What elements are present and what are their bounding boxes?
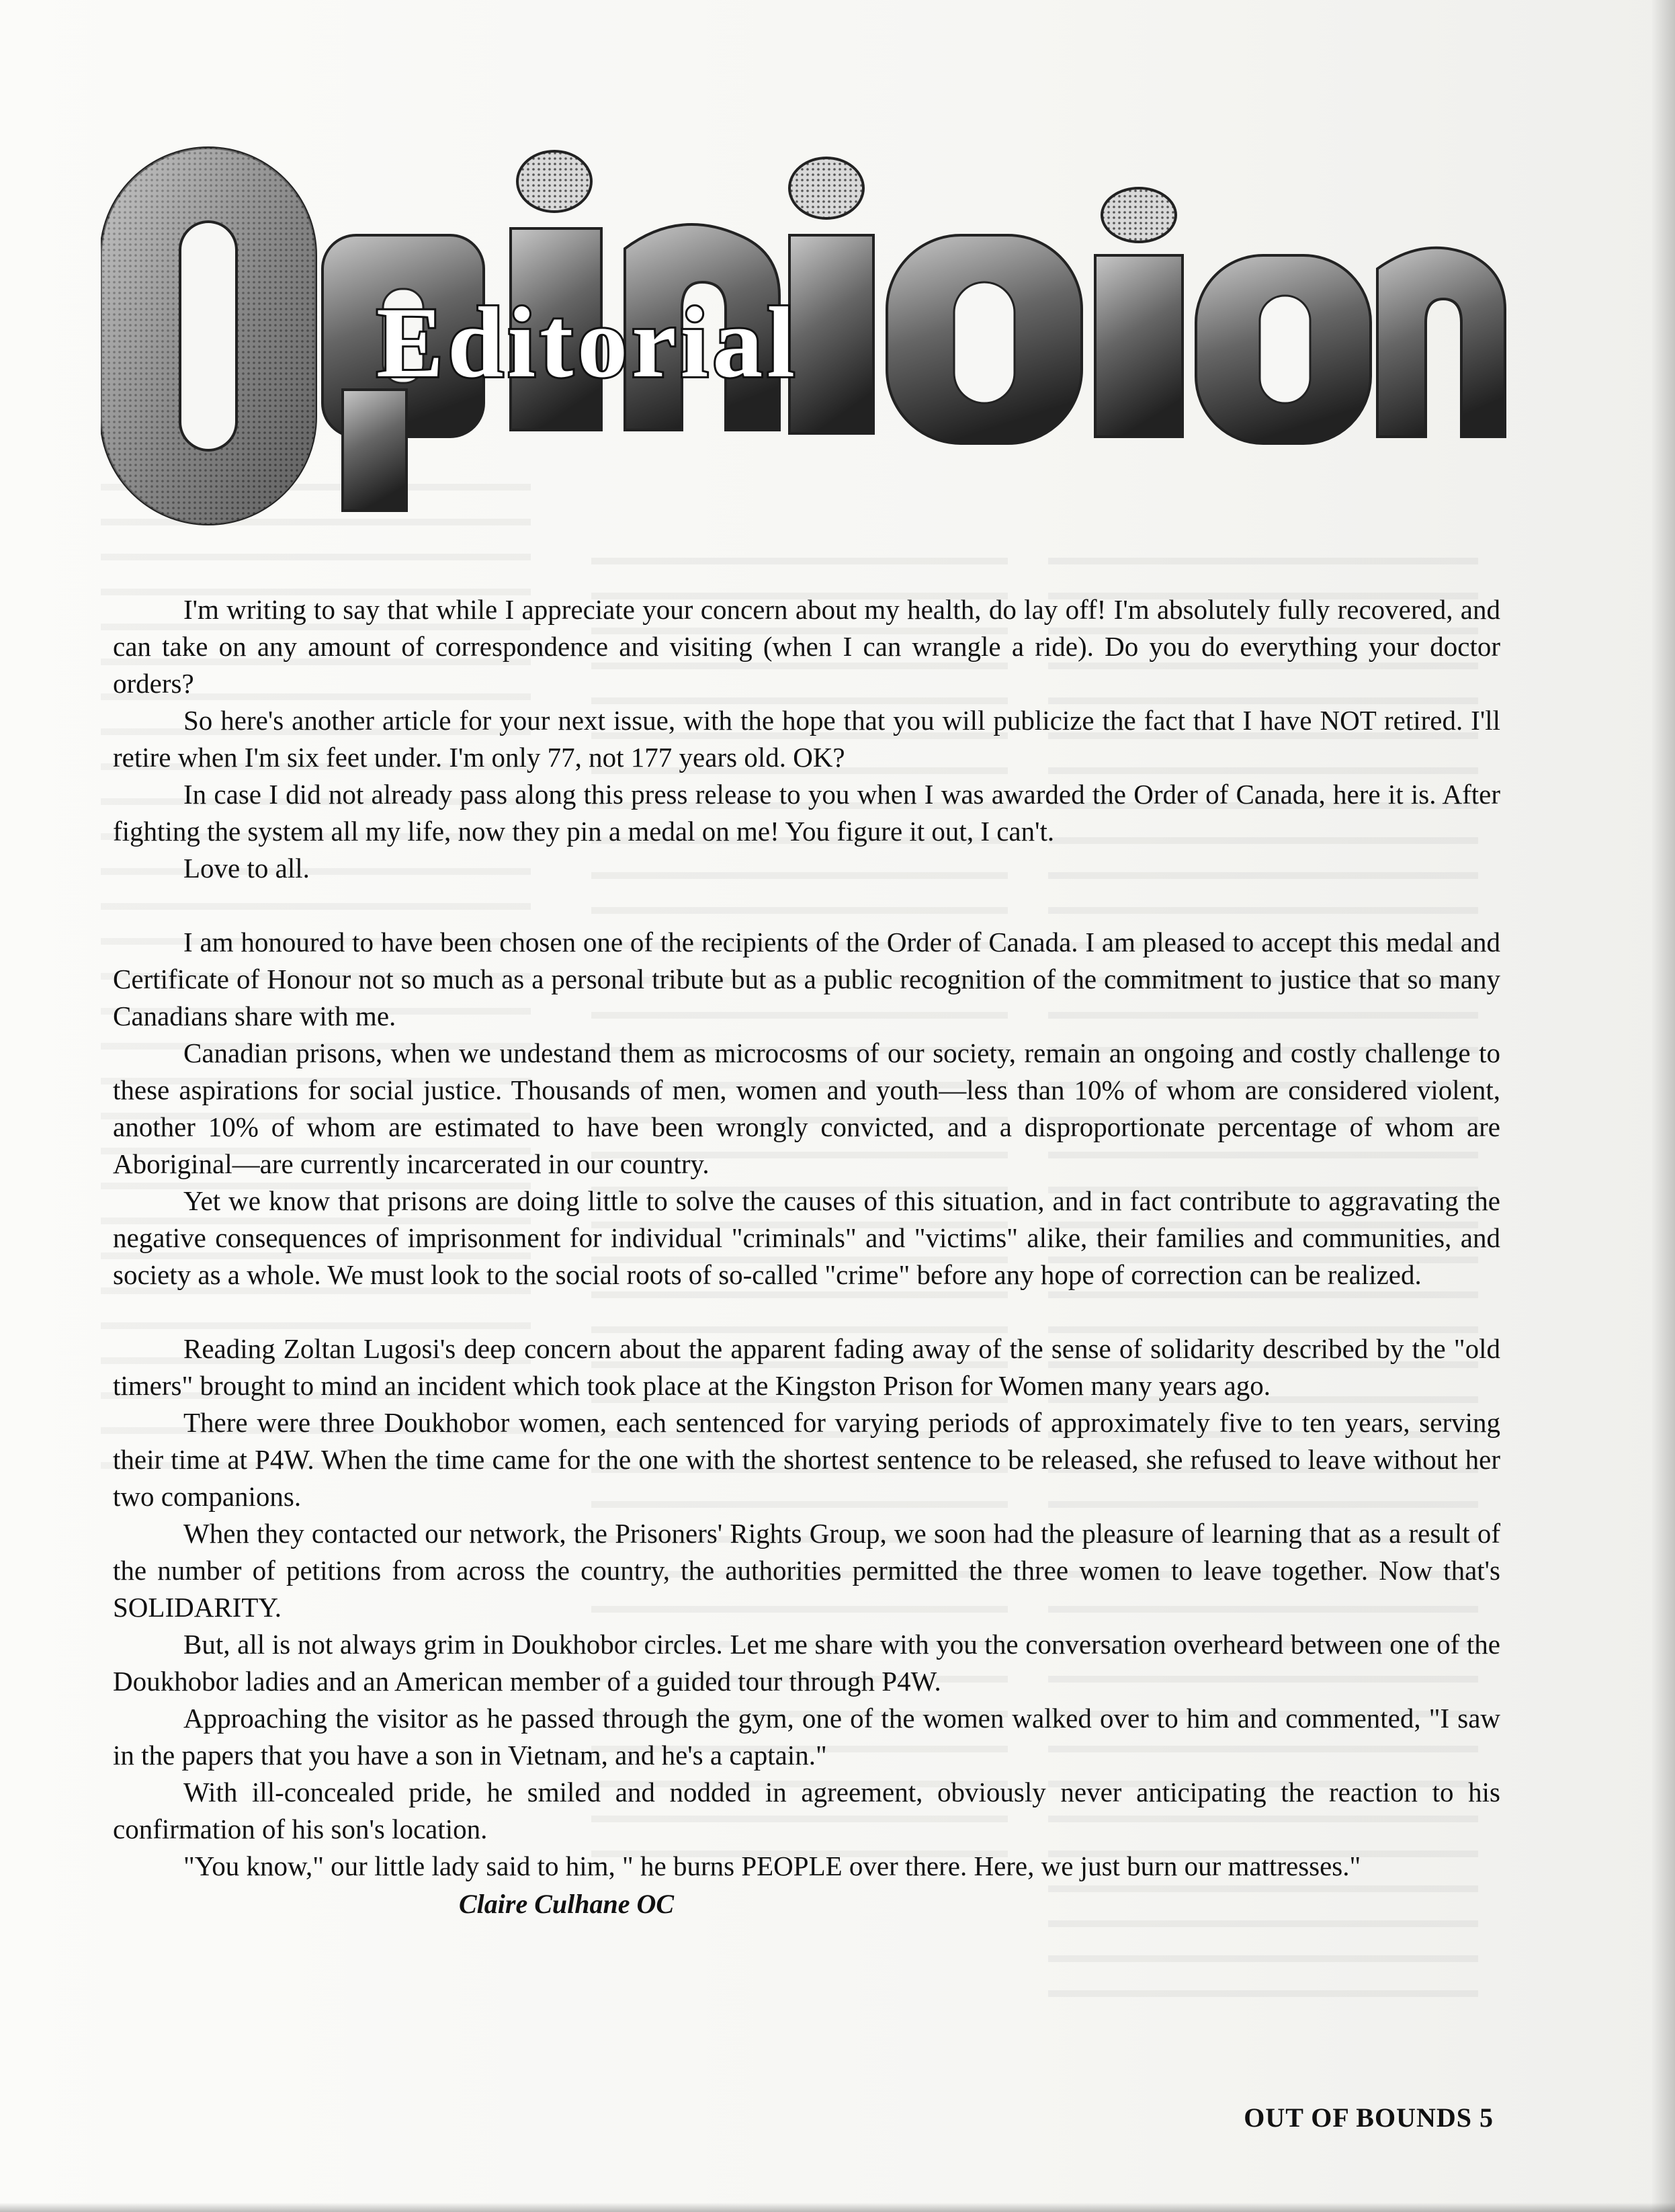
paragraph-not-grim: But, all is not always grim in Doukhobor circles. Let me share with you the conversation overheard between one of the Doukhobor ladies and an American member of a guided tour through P4W. xyxy=(113,1629,1500,1697)
paragraph-pride: With ill-concealed pride, he smiled and nodded in agreement, obviously never anticipating the reaction to his confirmation of his son's location. xyxy=(113,1777,1500,1844)
paragraph-love: Love to all. xyxy=(183,853,310,884)
paragraph-visitor: Approaching the visitor as he passed through the gym, one of the women walked over to him and commented, "I saw in the papers that you have a son in Vietnam, and he's a captain." xyxy=(113,1703,1500,1771)
letter-i-second xyxy=(789,158,873,433)
paragraph-solidarity-concern: Reading Zoltan Lugosi's deep concern about the apparent fading away of the sense of solidarity described by the "old timers" brought to mind an incident which took place at the Kingston Prison for Women many years ago. xyxy=(113,1333,1500,1401)
paragraph-canadian-prisons: Canadian prisons, when we undestand them as microcosms of our society, remain an ongoing and costly challenge to these aspirations for social justice. Thousands of men, women and youth—less than 10% of whom are considered violent, another 10% of whom are estimated to have been wrongly convicted, and a disproportionate percentage of whom are Aboriginal—are currently incarcerated in our country. xyxy=(113,1037,1500,1179)
paragraph-honoured: I am honoured to have been chosen one of the recipients of the Order of Canada. I am pleased to accept this medal and Certificate of Honour not so much as a personal tribute but as a public recognition of the commitment to justice that so many Canadians share with me. xyxy=(113,927,1500,1031)
article-body xyxy=(113,591,1500,1924)
editorial-overlay xyxy=(376,287,799,398)
page-edge-shadow xyxy=(1651,0,1675,2212)
letter-n-last xyxy=(1377,248,1505,437)
paragraph-doukhobor-women: There were three Doukhobor women, each sentenced for varying periods of approximately five to ten years, serving their time at P4W. When the time came for the one with the shortest sentence to be released, she refused to leave without her two companions. xyxy=(113,1407,1500,1512)
paragraph-network: When they contacted our network, the Prisoners' Rights Group, we soon had the pleasure of learning that as a result of the number of petitions from across the country, the authorities permitted the three women to leave together. Now that's SOLIDARITY. xyxy=(113,1518,1500,1623)
svg-text:Editorial: Editorial xyxy=(376,287,800,398)
paragraph-gap xyxy=(113,1293,1500,1330)
paragraph-social-roots: Yet we know that prisons are doing little to solve the causes of this situation, and in fact contribute to aggravating the negative consequences of imprisonment for individual "criminals" and "victims" alike, their families and communities, and society as a whole. We must look to the social roots of so-called "crime" before any hope of correction can be realized. xyxy=(113,1185,1500,1290)
opinion-editorial-masthead xyxy=(101,134,1512,564)
letter-o-large xyxy=(101,148,316,524)
letter-o-small xyxy=(887,235,1082,443)
masthead-graphic xyxy=(101,134,1512,564)
letter-i-third xyxy=(1095,188,1183,437)
page-footer: OUT OF BOUNDS 5 xyxy=(1244,2102,1494,2133)
page-bottom-edge xyxy=(0,2203,1675,2212)
paragraph-gap xyxy=(113,887,1500,924)
author-signature: Claire Culhane OC xyxy=(459,1889,675,1919)
paragraph-press-release: In case I did not already pass along this press release to you when I was awarded the Order of Canada, here it is. After fighting the system all my life, now they pin a medal on me! You figure it out, I can't. xyxy=(113,779,1500,847)
paragraph-health: I'm writing to say that while I appreciate your concern about my health, do lay off! I'm absolutely fully recovered, and can take on any amount of correspondence and visiting (when I can wrangle a ride). Do you do everything your doctor orders? xyxy=(113,594,1500,699)
paragraph-next-issue: So here's another article for your next issue, with the hope that you will publicize the fact that I have NOT retired. I'll retire when I'm six feet under. I'm only 77, not 177 years old. OK? xyxy=(113,705,1500,773)
letter-o-last xyxy=(1196,255,1371,443)
paragraph-mattresses: "You know," our little lady said to him, " he burns PEOPLE over there. Here, we just burn our mattresses." xyxy=(183,1851,1361,1881)
